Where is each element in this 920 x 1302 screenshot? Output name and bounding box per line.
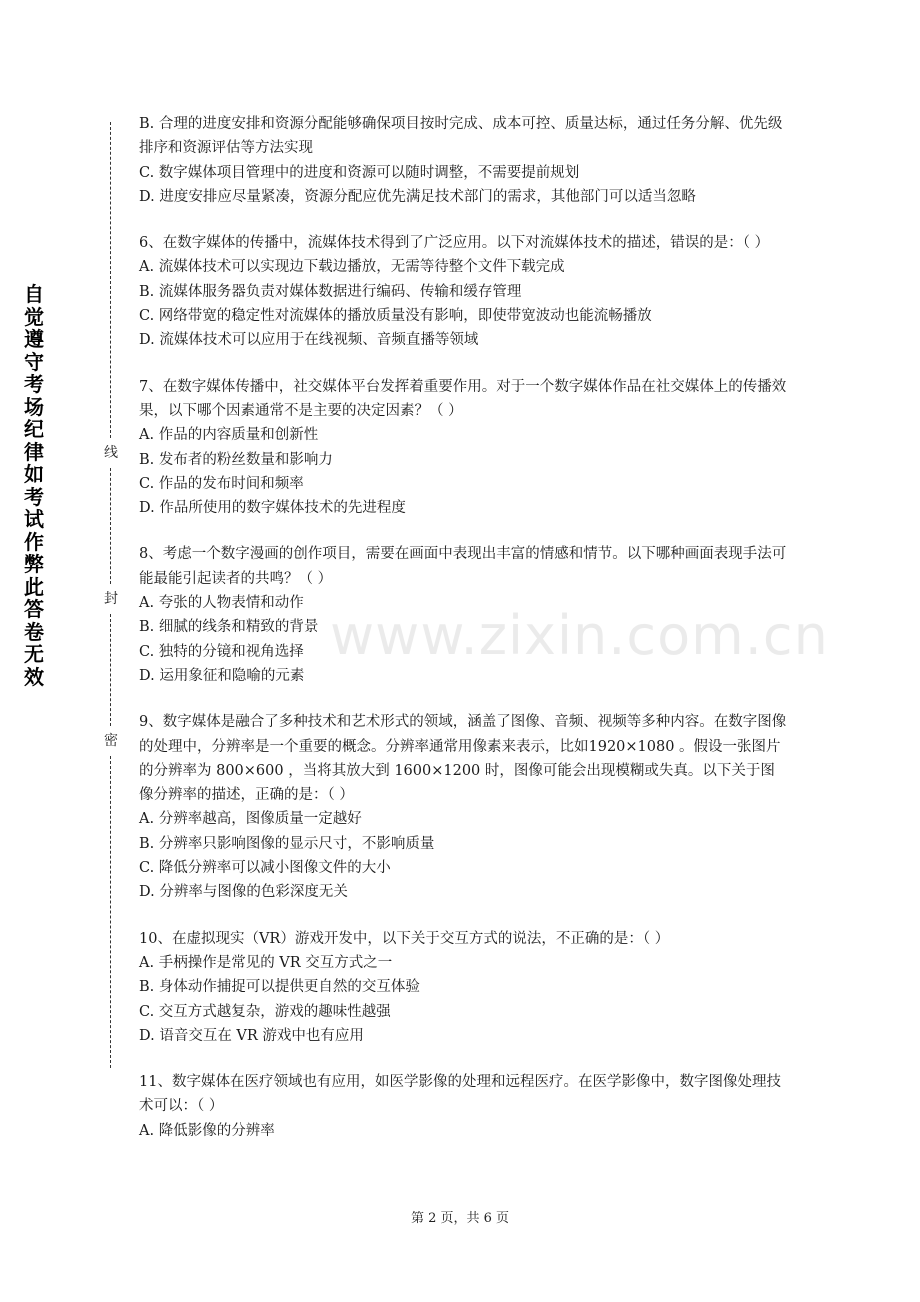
question-10 bbox=[139, 927, 789, 1048]
question-option: A. 降低影像的分辨率 bbox=[139, 1122, 275, 1139]
binding-label-seal: 封 bbox=[104, 591, 118, 607]
binding-line-segment bbox=[110, 614, 111, 726]
question-stem: 10、在虚拟现实（VR）游戏开发中，以下关于交互方式的说法，不正确的是：（ ） bbox=[139, 930, 670, 947]
question-option: A. 手柄操作是常见的 VR 交互方式之一 bbox=[139, 954, 393, 971]
warning-char: 律 bbox=[24, 439, 44, 464]
question-option: D. 作品所使用的数字媒体技术的先进程度 bbox=[139, 500, 406, 517]
question-option: C. 网络带宽的稳定性对流媒体的播放质量没有影响，即使带宽波动也能流畅播放 bbox=[139, 308, 652, 325]
question-option: D. 进度安排应尽量紧凑，资源分配应优先满足技术部门的需求，其他部门可以适当忽略 bbox=[139, 188, 696, 205]
question-option: D. 流媒体技术可以应用于在线视频、音频直播等领域 bbox=[139, 332, 479, 349]
question-option: D. 分辨率与图像的色彩深度无关 bbox=[139, 884, 348, 901]
warning-char: 如 bbox=[24, 462, 44, 486]
page-number: 第 2 页，共 6 页 bbox=[410, 1211, 510, 1226]
question-8 bbox=[139, 542, 789, 688]
binding-label-line: 线 bbox=[104, 445, 118, 461]
question-option: A. 流媒体技术可以实现边下载边播放，无需等待整个文件下载完成 bbox=[139, 259, 565, 276]
warning-char: 自 bbox=[24, 282, 44, 306]
binding-label-secret: 密 bbox=[104, 733, 118, 749]
warning-char: 纪 bbox=[24, 417, 44, 441]
question-option: C. 独特的分镜和视角选择 bbox=[139, 643, 304, 660]
question-option: B. 发布者的粉丝数量和影响力 bbox=[139, 451, 333, 468]
question-option: B. 合理的进度安排和资源分配能够确保项目按时完成、成本可控、质量达标，通过任务分解、优先级排序和资源评估等方法实现 bbox=[139, 116, 783, 157]
question-option: B. 分辨率只影响图像的显示尺寸，不影响质量 bbox=[139, 835, 435, 852]
warning-char: 考 bbox=[24, 372, 44, 396]
exam-discipline-warning bbox=[18, 283, 50, 688]
question-5-continuation bbox=[139, 112, 789, 209]
binding-line-segment bbox=[110, 468, 111, 584]
question-7 bbox=[139, 375, 789, 521]
question-option: D. 语音交互在 VR 游戏中也有应用 bbox=[139, 1027, 364, 1044]
question-option: C. 数字媒体项目管理中的进度和资源可以随时调整，不需要提前规划 bbox=[139, 164, 580, 181]
warning-char: 守 bbox=[24, 349, 44, 374]
question-option: A. 夸张的人物表情和动作 bbox=[139, 595, 304, 612]
binding-line-segment bbox=[110, 122, 111, 438]
warning-char: 答 bbox=[24, 597, 44, 621]
question-option: D. 运用象征和隐喻的元素 bbox=[139, 667, 305, 684]
question-option: A. 分辨率越高，图像质量一定越好 bbox=[139, 811, 362, 828]
warning-char: 遵 bbox=[24, 327, 44, 351]
question-stem: 8、考虑一个数字漫画的创作项目，需要在画面中表现出丰富的情感和情节。以下哪种画面表现手法可能最能引起读者的共鸣？（ ） bbox=[139, 546, 787, 587]
question-option: A. 作品的内容质量和创新性 bbox=[139, 427, 319, 444]
binding-line-segment bbox=[110, 756, 111, 1068]
warning-char: 此 bbox=[24, 574, 44, 599]
question-6 bbox=[139, 231, 789, 352]
warning-char: 觉 bbox=[24, 304, 44, 329]
question-option: C. 降低分辨率可以减小图像文件的大小 bbox=[139, 860, 391, 877]
question-stem: 9、数字媒体是融合了多种技术和艺术形式的领域，涵盖了图像、音频、视频等多种内容。在数字图像的处理中，分辨率是一个重要的概念。分辨率通常用像素来表示，比如1920×1080 。假设一张图片的分辨率为 800×600 ，当将其放大到 1600×1200 时，图像可能会出现模糊或失真。以下关于图像分辨率的描述，正确的是：（ ） bbox=[139, 714, 787, 804]
warning-char: 无 bbox=[24, 642, 44, 666]
warning-char: 效 bbox=[24, 664, 44, 689]
question-option: C. 作品的发布时间和频率 bbox=[139, 475, 304, 492]
question-stem: 6、在数字媒体的传播中，流媒体技术得到了广泛应用。以下对流媒体技术的描述，错误的是：（ ） bbox=[139, 235, 770, 252]
warning-char: 场 bbox=[24, 394, 44, 419]
question-option: B. 身体动作捕捉可以提供更自然的交互体验 bbox=[139, 979, 420, 996]
question-stem: 11、数字媒体在医疗领域也有应用，如医学影像的处理和远程医疗。在医学影像中，数字图像处理技术可以：（ ） bbox=[139, 1074, 781, 1115]
warning-char: 考 bbox=[24, 484, 44, 509]
question-option: B. 细腻的线条和精致的背景 bbox=[139, 619, 319, 636]
question-9 bbox=[139, 710, 789, 904]
warning-char: 试 bbox=[24, 507, 44, 531]
warning-char: 作 bbox=[24, 529, 44, 554]
question-list bbox=[139, 112, 789, 1165]
question-option: C. 交互方式越复杂，游戏的趣味性越强 bbox=[139, 1003, 391, 1020]
warning-char: 卷 bbox=[24, 619, 44, 644]
watermark: www.zixin.com.cn bbox=[330, 604, 829, 667]
question-option: B. 流媒体服务器负责对媒体数据进行编码、传输和缓存管理 bbox=[139, 283, 522, 300]
question-11 bbox=[139, 1070, 789, 1143]
question-stem: 7、在数字媒体传播中，社交媒体平台发挥着重要作用。对于一个数字媒体作品在社交媒体上的传播效果，以下哪个因素通常不是主要的决定因素？（ ） bbox=[139, 378, 787, 419]
warning-char: 弊 bbox=[24, 552, 44, 576]
